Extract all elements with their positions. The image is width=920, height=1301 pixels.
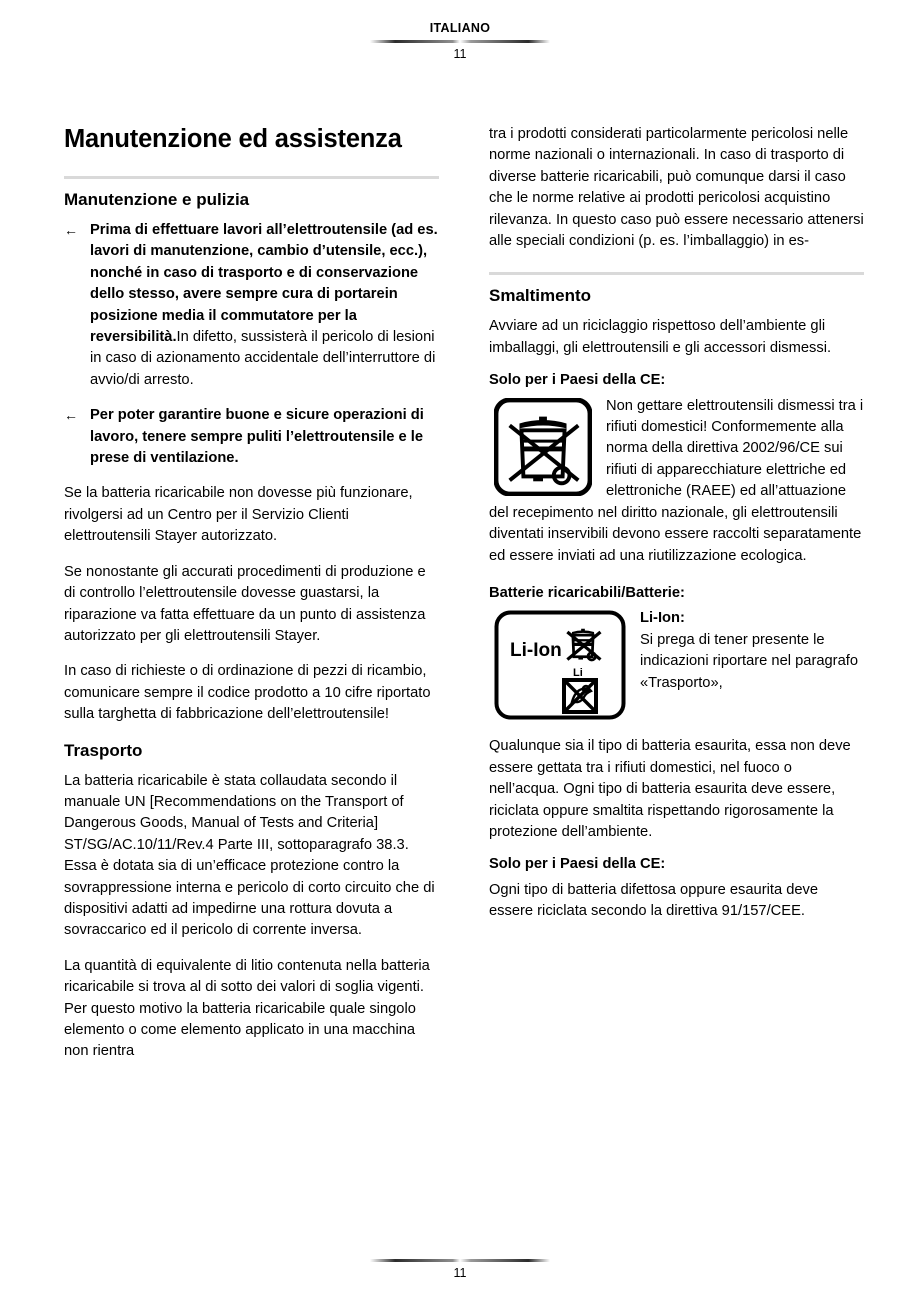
ce-countries-paragraph-2: Ogni tipo di batteria difettosa oppure esaurita deve essere riciclata secondo la direttiva 91/157/CEE. <box>489 881 819 920</box>
page-header <box>0 20 920 62</box>
warning-bullet-2-bold: Per poter garantire buone e sicure operazioni di lavoro, tenere sempre puliti l’elettroutensile e le prese di ventilazione. <box>90 407 424 467</box>
transport-paragraph-2: La quantità di equivalente di litio contenuta nella batteria ricaricabile si trova al di sotto dei valori di soglia vigenti. Per questo motivo la batteria ricaricabile quale singolo elemento o come elemento applicato in una macchina non rientra <box>64 957 430 1060</box>
content-columns <box>64 124 864 1063</box>
maintenance-paragraph-1: Se la batteria ricaricabile non dovesse più funzionare, rivolgersi ad un Centro per il Servizio Clienti elettroutensili Stayer autorizzato. <box>64 485 413 545</box>
left-column <box>64 124 439 1063</box>
right-column <box>489 124 864 1063</box>
section-divider-maintenance <box>64 176 439 179</box>
weee-icon-block <box>489 396 864 567</box>
batteries-heading: Batterie ricaricabili/Batterie: <box>489 584 685 601</box>
weee-disposal-text: Non gettare elettroutensili dismessi tra i rifiuti domestici! Conformemente alla norma della direttiva 2002/96/CE sui rifiuti di apparecchiature elettriche ed elettroniche (RAEE) ed all’attuazione del recepimento nel diritto nazionale, gli elettroutensili diventati inservibili devono essere raccolti separatamente ed essere inviati ad una riutilizzazione ecologica. <box>489 397 864 564</box>
warning-bullet-1-normal: In difetto, sussisterà il pericolo di lesioni in caso di azionamento accidentale dell’interruttore di avvio/di arresto. <box>90 329 436 388</box>
warning-bullet-1-bold: Prima di effettuare lavori all’elettroutensile (ad es. lavori di manutenzione, cambio d’utensile, ecc.), nonché in caso di trasporto e di conservazione dello stesso, avere sempre cura di portarein posizione media il commutatore per la reversibilità. <box>90 222 438 346</box>
li-sublabel: Li <box>573 667 583 680</box>
crossed-out-wheelie-bin-icon <box>494 398 592 496</box>
battery-disposal-paragraph: Qualunque sia il tipo di batteria esaurita, essa non deve essere gettata tra i rifiuti domestici, nel fuoco o nell’acqua. Ogni tipo di batteria esaurita deve essere, riciclata oppure smaltita rispettando rigorosamente la protezione dell’ambiente. <box>489 738 851 840</box>
transport-paragraph-1: La batteria ricaricabile è stata collaudata secondo il manuale UN [Recommendations on the Transport of Dangerous Goods, Manual of Tests and Criteria] ST/SG/AC.10/11/Rev.4 Parte III, sottoparagrafo 38.3. Essa è dotata sia di un’efficace protezione contro la sovrappressione interna e pericolo di corto circuito che di dispositivi adatti ad impedirne una rottura dovuta a sovraccarico ed il pericolo di corrente inversa. <box>64 772 435 939</box>
section-heading-transport: Trasporto <box>64 740 143 760</box>
page-title: Manutenzione ed assistenza <box>64 125 402 153</box>
transport-continuation-paragraph: tra i prodotti considerati particolarmente pericolosi nelle norme nazionali o internazionali. In caso di trasporto di diverse batterie ricaricabili, può comunque darsi il caso che le norme relative ai prodotti pericolosi acquistino rilevanza. In questo caso può essere necessario attenersi alle speciali condizioni (p. es. l’imballaggio) in es- <box>489 126 864 250</box>
warning-bullet-2 <box>64 405 439 469</box>
warning-bullet-2-body <box>90 405 439 469</box>
section-divider-disposal <box>489 272 864 275</box>
liion-text-body: Si prega di tener presente le indicazioni riportare nel paragrafo «Trasporto», <box>640 631 858 691</box>
header-page-number: 11 <box>453 47 467 61</box>
maintenance-paragraph-2: Se nonostante gli accurati procedimenti di produzione e di controllo l’elettroutensile dovesse guastarsi, la riparazione va fatta effettuare da un punto di assistenza autorizzato per gli elettroutensili Stayer. <box>64 563 426 644</box>
ce-countries-heading-1: Solo per i Paesi della CE: <box>489 372 666 389</box>
warning-bullet-1-body <box>90 220 439 391</box>
footer-rule <box>370 1259 550 1262</box>
warning-bullet-1 <box>64 220 439 391</box>
page-footer <box>0 1255 920 1281</box>
li-ion-battery-disposal-icon <box>494 610 626 720</box>
section-heading-disposal: Smaltimento <box>489 286 592 306</box>
header-language-label: ITALIANO <box>429 21 491 35</box>
left-arrow-icon: ← <box>64 407 78 424</box>
liion-icon-block <box>489 608 864 722</box>
ce-countries-heading-2: Solo per i Paesi della CE: <box>489 856 666 873</box>
section-heading-maintenance: Manutenzione e pulizia <box>64 190 250 209</box>
svg-text:Li-Ion: Li-Ion <box>510 640 562 662</box>
disposal-intro-paragraph: Avviare ad un riciclaggio rispettoso dell’ambiente gli imballaggi, gli elettroutensili e gli accessori dismessi. <box>489 318 832 356</box>
maintenance-paragraph-3: In caso di richieste o di ordinazione di pezzi di ricambio, comunicare sempre il codice prodotto a 10 cifre riportato sulla targhetta di fabbricazione dell’elettroutensile! <box>64 663 431 723</box>
footer-page-number: 11 <box>453 1266 467 1280</box>
header-rule <box>370 40 550 43</box>
liion-text-heading: Li-Ion: <box>640 610 685 627</box>
left-arrow-icon: ← <box>64 222 78 238</box>
